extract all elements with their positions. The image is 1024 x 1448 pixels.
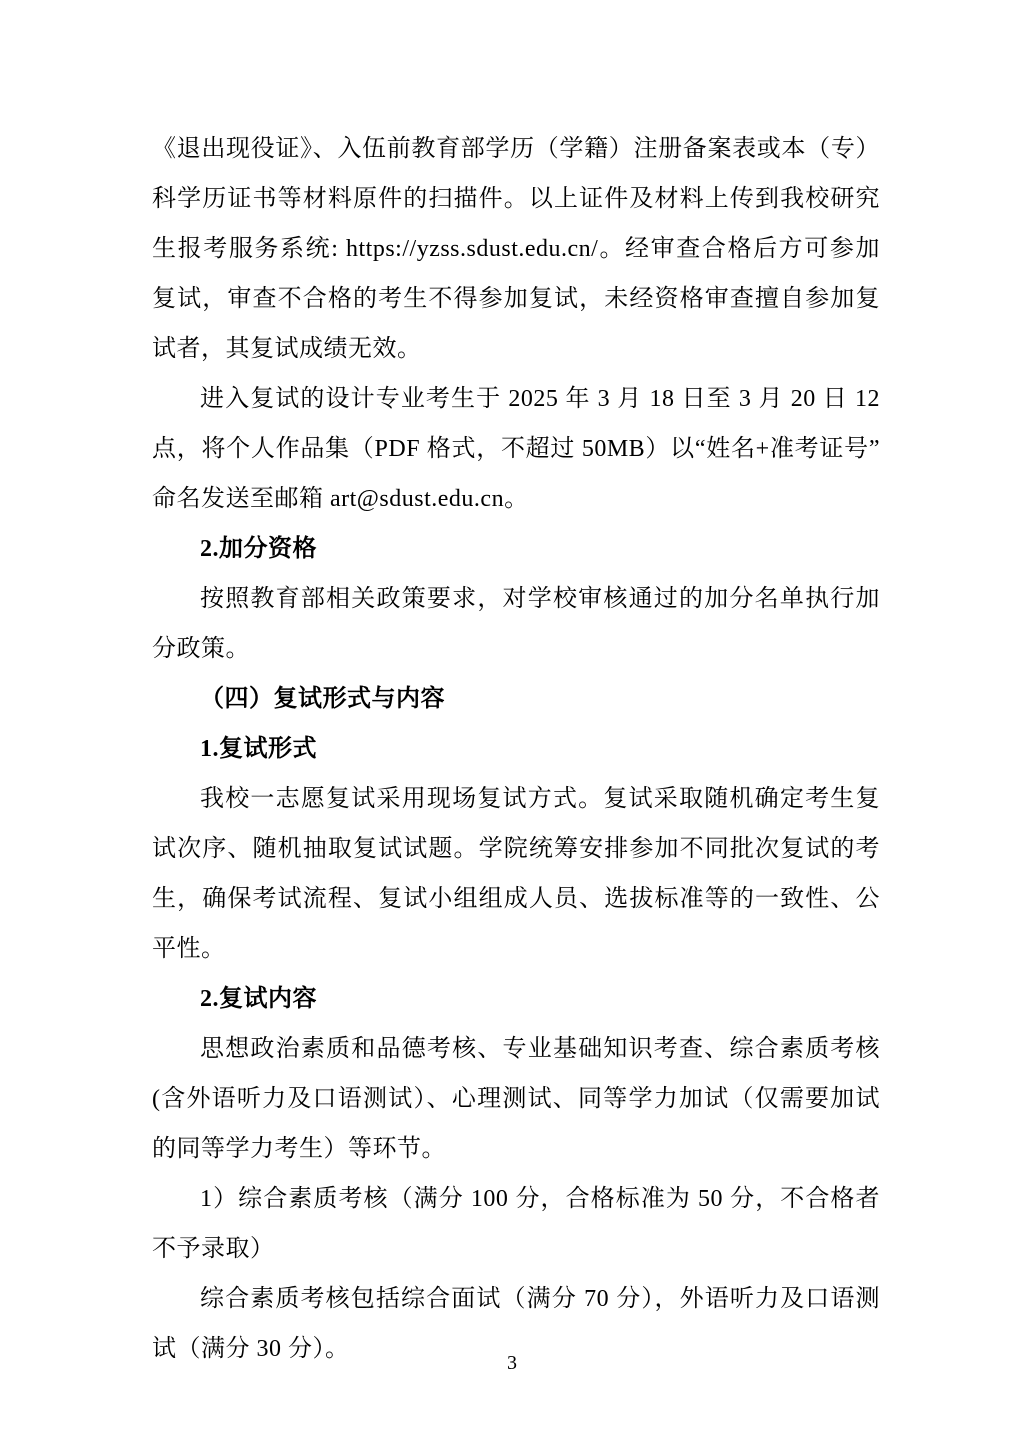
paragraph-portfolio-submission: 进入复试的设计专业考生于 2025 年 3 月 18 日至 3 月 20 日 12 点，将个人作品集（PDF 格式，不超过 50MB）以“姓名+准考证号”命名发送至邮箱 art@sdust.edu.cn。 <box>152 386 880 512</box>
paragraph-bonus-policy: 按照教育部相关政策要求，对学校审核通过的加分名单执行加分政策。 <box>152 586 880 662</box>
paragraph-retest-content-detail: 思想政治素质和品德考核、专业基础知识考查、综合素质考核(含外语听力及口语测试）、心理测试、同等学力加试（仅需要加试的同等学力考生）等环节。 <box>152 1036 880 1162</box>
paragraph-comprehensive-quality-score: 1）综合素质考核（满分 100 分，合格标准为 50 分，不合格者不予录取） <box>152 1186 880 1262</box>
section-heading-bonus-qualification: 2.加分资格 <box>200 536 317 562</box>
section-heading-retest-form: 1.复试形式 <box>200 736 317 762</box>
section-heading-retest-form-and-content: （四）复试形式与内容 <box>200 686 445 712</box>
paragraph-materials-upload: 《退出现役证》、入伍前教育部学历（学籍）注册备案表或本（专）科学历证书等材料原件的扫描件。以上证件及材料上传到我校研究生报考服务系统: https://yzss.sdust.edu.cn/。经审查合格后方可参加复试，审查不合格的考生不得参加复试，未经资格审查擅自参加复试者，其复试成绩无效。 <box>152 136 880 362</box>
page-number: 3 <box>507 1352 517 1374</box>
paragraph-retest-form-detail: 我校一志愿复试采用现场复试方式。复试采取随机确定考生复试次序、随机抽取复试试题。学院统筹安排参加不同批次复试的考生，确保考试流程、复试小组组成人员、选拔标准等的一致性、公平性。 <box>152 786 880 962</box>
section-heading-retest-content: 2.复试内容 <box>200 986 317 1012</box>
document-body <box>152 124 880 1374</box>
paragraph-interview-score-breakdown: 综合素质考核包括综合面试（满分 70 分），外语听力及口语测试（满分 30 分）。 <box>152 1286 880 1362</box>
